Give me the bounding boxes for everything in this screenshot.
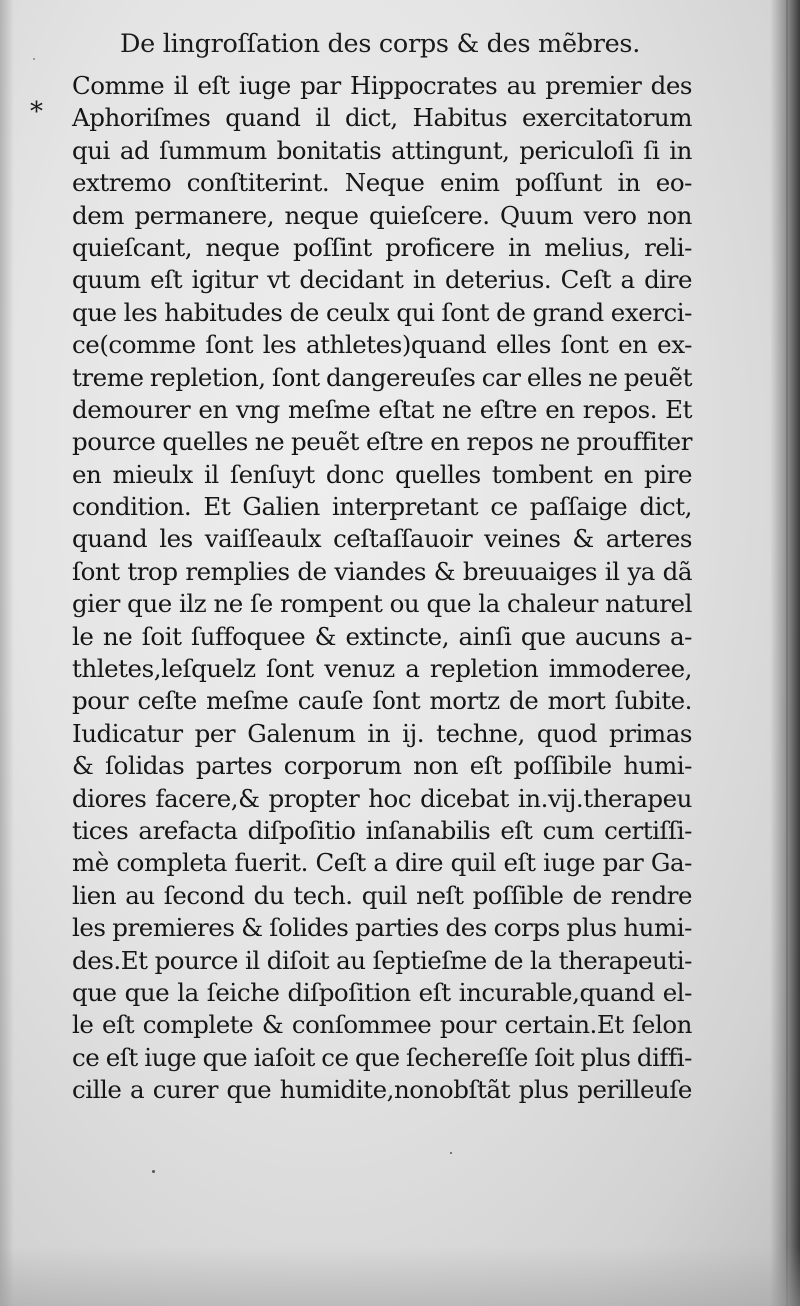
- running-head: De lingroſſation des corps & des mẽbres.: [120, 29, 641, 59]
- text-line: cille a curer que humidite,nonobſtãt plus perilleuſe: [72, 1075, 692, 1105]
- text-line: pource quelles ne peuẽt eſtre en repos ne prouffiter: [72, 427, 692, 457]
- text-line: ce(comme ſont les athletes)quand elles ſont en ex-: [72, 330, 692, 360]
- text-line: pour ceſte meſme cauſe ſont mortz de mort ſubite.: [72, 686, 692, 716]
- text-line: tices arefacta diſpoſitio inſanabilis eſt cum certiſſi-: [72, 815, 692, 845]
- text-line: Comme il eſt iuge par Hippocrates au premier des: [72, 71, 692, 100]
- text-line: gier que ilz ne ſe rompent ou que la chaleur naturel: [72, 589, 692, 619]
- text-line: thletes,leſquelz ſont venuz a repletion immoderee,: [72, 654, 692, 684]
- page-edge-line: [786, 0, 788, 1306]
- paper-speck: [152, 1170, 155, 1173]
- text-line: qui ad ſummum bonitatis attingunt, periculoſi ſi in: [72, 135, 692, 165]
- text-line: les premieres & ſolides parties des corps plus humi-: [72, 913, 692, 943]
- margin-asterisk-mark: *: [30, 97, 43, 127]
- text-line: mè completa fuerit. Ceſt a dire quil eſt iuge par Ga-: [72, 848, 692, 878]
- text-line: le ne ſoit ſuffoquee & extincte, ainſi que aucuns a-: [72, 621, 692, 651]
- text-line: demourer en vng meſme eſtat ne eſtre en repos. Et: [72, 394, 692, 424]
- text-line: extremo conſtiterint. Neque enim poſſunt in eo-: [72, 168, 692, 198]
- paper-speck: [450, 1152, 452, 1154]
- text-line: le eſt complete & conſommee pour certain.Et ſelon: [72, 1010, 692, 1040]
- text-line: Iudicatur per Galenum in ij. techne, quod primas: [72, 718, 692, 748]
- bottom-shadow: [0, 1246, 800, 1306]
- text-line: en mieulx il ſenſuyt donc quelles tombent en pire: [72, 459, 692, 489]
- text-line: lien au ſecond du tech. quil neſt poſſible de rendre: [72, 880, 692, 910]
- body-text: [72, 70, 692, 1107]
- text-line: ſont trop remplies de viandes & breuuaiges il ya dã: [72, 556, 692, 586]
- text-line: que que la ſeiche diſpoſition eſt incurable,quand el-: [72, 977, 692, 1007]
- text-line: quand les vaiſſeaulx ceſtaſſauoir veines & arteres: [72, 524, 692, 554]
- text-line: dem permanere, neque quieſcere. Quum vero non: [72, 200, 692, 230]
- text-line: condition. Et Galien interpretant ce paſſaige dict,: [72, 492, 692, 522]
- text-line: quieſcant, neque poſſint proficere in melius, reli-: [72, 232, 692, 262]
- text-line: des.Et pource il diſoit au ſeptieſme de la therapeuti-: [72, 945, 692, 975]
- paper-speck: [33, 58, 35, 60]
- gutter-shadow: [0, 0, 14, 1306]
- text-line: ce eſt iuge que iaſoit ce que ſechereſſe ſoit plus diffi-: [72, 1042, 692, 1072]
- text-line: que les habitudes de ceulx qui ſont de grand exerci-: [72, 297, 692, 327]
- text-line: diores facere,& propter hoc dicebat in.vij.therapeu: [72, 783, 692, 813]
- text-line: Aphoriſmes quand il dict, Habitus exercitatorum: [72, 103, 692, 133]
- text-line: quum eſt igitur vt decidant in deterius. Ceſt a dire: [72, 265, 692, 295]
- page-fore-edge-shadow: [770, 0, 800, 1306]
- text-line: treme repletion, ſont dangereuſes car elles ne peuẽt: [72, 362, 692, 392]
- text-line: & ſolidas partes corporum non eſt poſſibile humi-: [72, 751, 692, 781]
